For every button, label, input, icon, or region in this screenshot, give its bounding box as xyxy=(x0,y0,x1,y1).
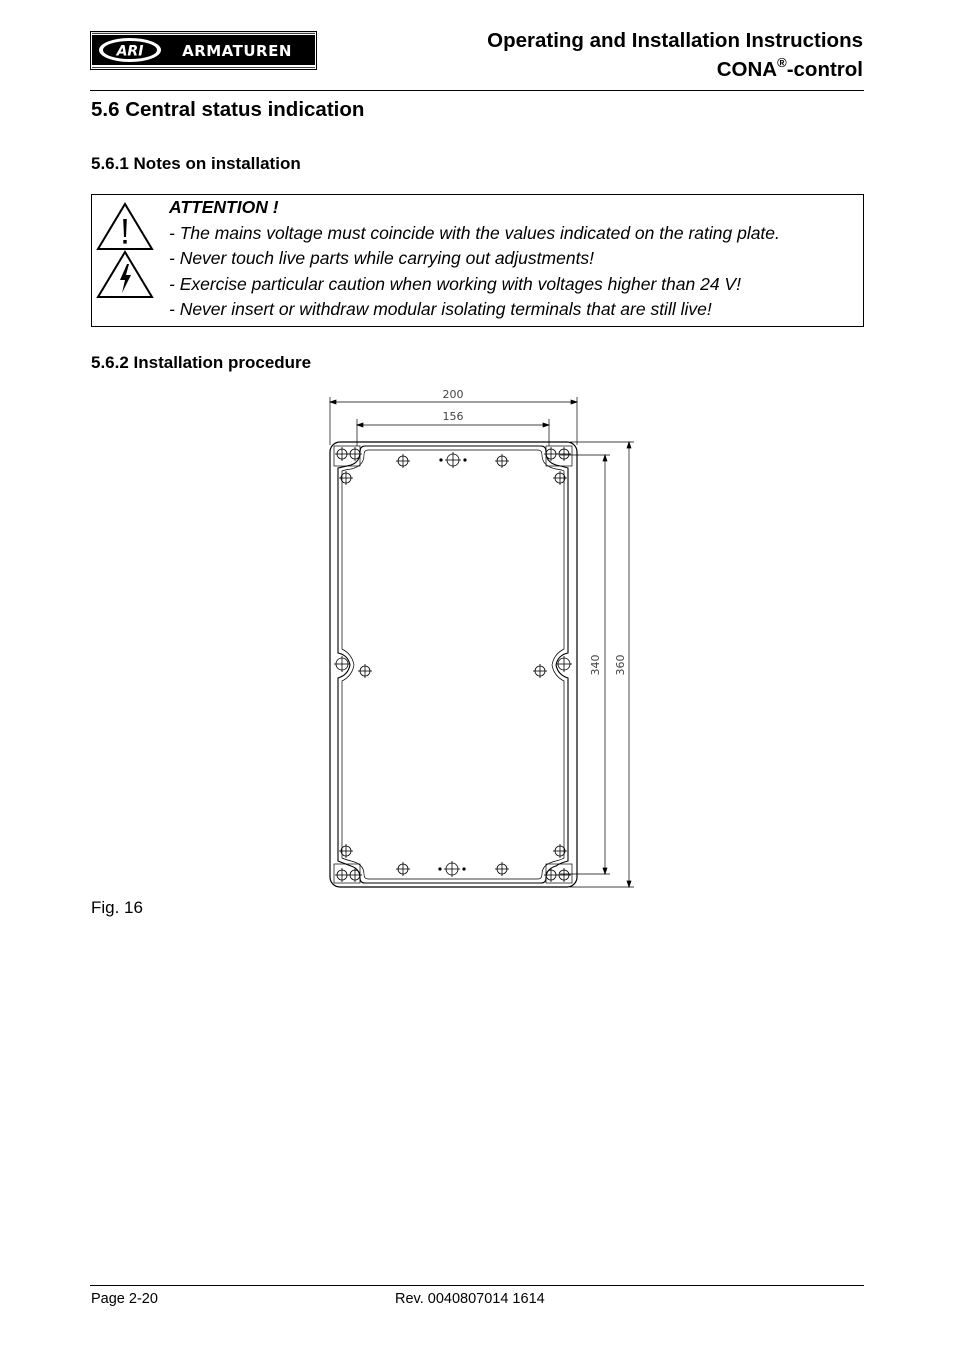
figure-caption: Fig. 16 xyxy=(91,898,143,917)
hole-marker-dot xyxy=(463,868,465,870)
registered-mark: ® xyxy=(777,55,787,70)
attention-line: - Never insert or withdraw modular isolating terminals that are still live! xyxy=(169,299,712,320)
enclosure-mounting-drawing xyxy=(325,383,640,893)
mounting-holes xyxy=(334,447,572,882)
document-title-line2 xyxy=(487,55,863,84)
dim-label-200: 200 xyxy=(442,388,464,401)
attention-heading: ATTENTION ! xyxy=(169,197,279,217)
header-divider xyxy=(90,90,864,91)
dim-label-340: 340 xyxy=(589,654,602,676)
subsection-title-notes: 5.6.1 Notes on installation xyxy=(91,154,301,173)
seal-groove-inner xyxy=(342,450,564,879)
warning-triangle-icon xyxy=(96,201,154,251)
hole-marker-dot xyxy=(439,868,441,870)
ari-armaturen-logo xyxy=(90,31,317,70)
high-voltage-icon xyxy=(96,249,154,299)
page-number: Page 2-20 xyxy=(91,1291,158,1307)
attention-text xyxy=(169,195,780,323)
hole-marker-dot xyxy=(440,459,442,461)
dim-label-156: 156 xyxy=(442,410,464,423)
logo-mark-text: ARI xyxy=(116,43,144,60)
attention-line: - Exercise particular caution when working with voltages higher than 24 V! xyxy=(169,273,741,294)
attention-line: - Never touch live parts while carrying out adjustments! xyxy=(169,248,595,269)
footer-divider xyxy=(90,1285,864,1286)
document-title xyxy=(487,26,863,84)
subsection-title-procedure: 5.6.2 Installation procedure xyxy=(91,353,312,372)
revision-number: Rev. 0040807014 1614 xyxy=(395,1291,545,1307)
document-title-line1: Operating and Installation Instructions xyxy=(487,29,863,52)
hole-marker-dot xyxy=(464,459,466,461)
product-suffix: -control xyxy=(786,58,863,81)
product-name: CONA xyxy=(716,58,778,81)
dim-label-360: 360 xyxy=(614,654,627,676)
attention-line: - The mains voltage must coincide with the values indicated on the rating plate. xyxy=(169,222,780,243)
seal-groove xyxy=(338,446,568,883)
logo-wordmark: ARMATUREN xyxy=(182,42,292,60)
section-title: 5.6 Central status indication xyxy=(91,98,365,121)
